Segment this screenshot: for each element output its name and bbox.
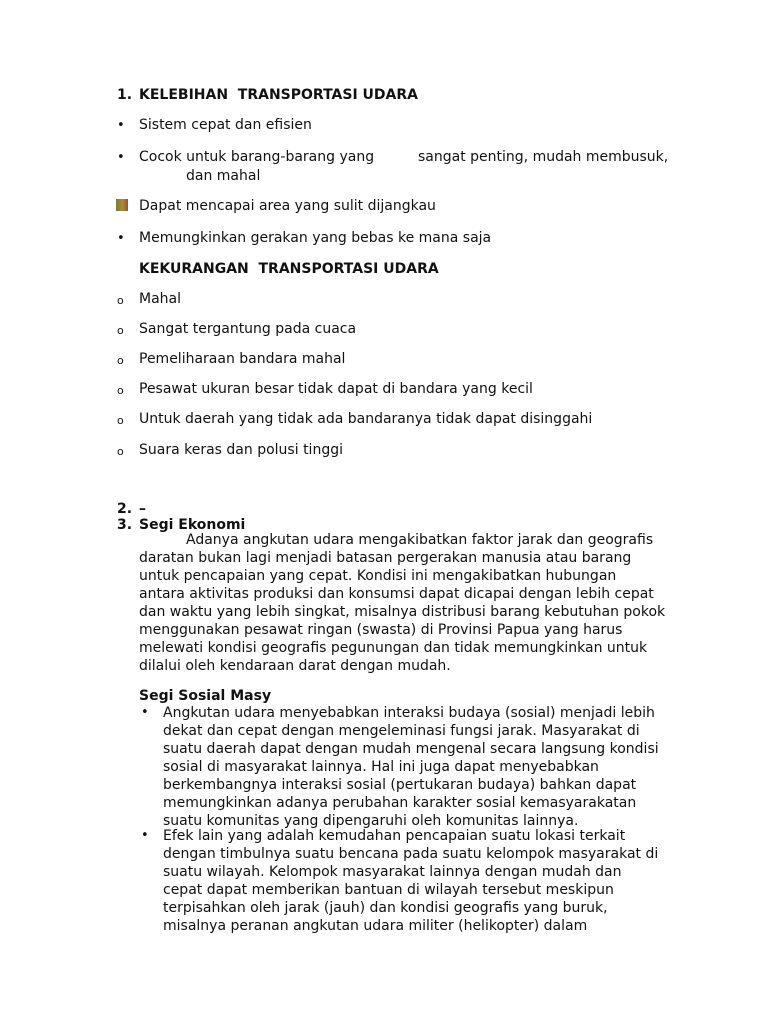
social-bullet-1	[163, 704, 659, 830]
paragraph-line: Angkutan udara menyebabkan interaksi budaya (sosial) menjadi lebih	[163, 705, 655, 721]
disadvantage-item: Pemeliharaan bandara mahal	[139, 351, 346, 367]
disadvantages-heading: KEKURANGAN TRANSPORTASI UDARA	[139, 261, 439, 277]
bullet-icon: •	[117, 118, 125, 133]
paragraph-line: misalnya peranan angkutan udara militer (helikopter) dalam	[163, 918, 588, 934]
paragraph-line: menggunakan pesawat ringan (swasta) di Provinsi Papua yang harus	[139, 622, 623, 638]
economy-paragraph	[139, 531, 665, 675]
section-3-number: 3.	[117, 517, 133, 533]
circle-bullet-icon: o	[117, 384, 124, 397]
circle-bullet-icon: o	[117, 445, 124, 458]
paragraph-line: dilalui oleh kendaraan darat dengan mudah.	[139, 658, 451, 674]
section-2-number: 2.	[117, 501, 133, 517]
paragraph-line: memungkinkan adanya perubahan karakter sosial kemasyarakatan	[163, 795, 637, 811]
disadvantage-item: Sangat tergantung pada cuaca	[139, 321, 357, 337]
advantage-item: Sistem cepat dan efisien	[139, 117, 312, 133]
bullet-icon: •	[117, 150, 125, 165]
paragraph-line: suatu daerah dapat dengan mudah mengenal secara langsung kondisi	[163, 741, 659, 757]
section-2-text: –	[139, 501, 146, 517]
section-1-heading: KELEBIHAN TRANSPORTASI UDARA	[139, 87, 418, 103]
circle-bullet-icon: o	[117, 354, 124, 367]
bullet-icon: •	[117, 231, 125, 246]
circle-bullet-icon: o	[117, 324, 124, 337]
social-heading: Segi Sosial Masy	[139, 688, 272, 704]
paragraph-line: terpisahkan oleh jarak (jauh) dan kondisi geografis yang buruk,	[163, 900, 608, 916]
paragraph-line: suatu komunitas yang dipengaruhi oleh komunitas lainnya.	[163, 813, 579, 829]
circle-bullet-icon: o	[117, 294, 124, 307]
paragraph-line: untuk pencapaian yang cepat. Kondisi ini mengakibatkan hubungan	[139, 568, 617, 584]
disadvantage-item: Untuk daerah yang tidak ada bandaranya tidak dapat disinggahi	[139, 411, 593, 427]
paragraph-line: melewati kondisi geografis pegunungan dan tidak memungkinkan untuk	[139, 640, 648, 656]
paragraph-line: Adanya angkutan udara mengakibatkan faktor jarak dan geografis	[186, 532, 654, 548]
paragraph-line: antara aktivitas produksi dan konsumsi dapat dicapai dengan lebih cepat	[139, 586, 654, 602]
bullet-icon: •	[141, 705, 149, 720]
advantage-item: Cocok untuk barang-barang yang	[139, 149, 375, 165]
paragraph-line: cepat dapat memberikan bantuan di wilayah tersebut meskipun	[163, 882, 614, 898]
paragraph-line: sosial di masyarakat lainnya. Hal ini juga dapat menyebabkan	[163, 759, 599, 775]
advantage-item-continued: sangat penting, mudah membusuk,	[418, 149, 669, 165]
paragraph-line: daratan bukan lagi menjadi batasan pergerakan manusia atau barang	[139, 550, 632, 566]
bullet-icon: •	[141, 828, 149, 843]
advantage-item: Dapat mencapai area yang sulit dijangkau	[139, 198, 436, 214]
advantage-item: Memungkinkan gerakan yang bebas ke mana saja	[139, 230, 492, 246]
disadvantage-item: Mahal	[139, 291, 181, 307]
circle-bullet-icon: o	[117, 414, 124, 427]
paragraph-line: dengan timbulnya suatu bencana pada suatu kelompok masyarakat di	[163, 846, 659, 862]
disadvantage-item: Pesawat ukuran besar tidak dapat di bandara yang kecil	[139, 381, 533, 397]
paragraph-line: dan waktu yang lebih singkat, misalnya distribusi barang kebutuhan pokok	[139, 604, 666, 620]
advantage-item-continued: dan mahal	[186, 168, 261, 184]
section-1-number: 1.	[117, 87, 133, 103]
paragraph-line: Efek lain yang adalah kemudahan pencapaian suatu lokasi terkait	[163, 828, 626, 844]
disadvantage-item: Suara keras dan polusi tinggi	[139, 442, 343, 458]
paragraph-line: berkembangnya interaksi sosial (pertukaran budaya) bahkan dapat	[163, 777, 637, 793]
social-bullet-2	[163, 827, 658, 935]
paragraph-line: suatu wilayah. Kelompok masyarakat lainnya dengan mudah dan	[163, 864, 622, 880]
paragraph-line: dekat dan cepat dengan mengeleminasi fungsi jarak. Masyarakat di	[163, 723, 640, 739]
section-3-heading: Segi Ekonomi	[139, 517, 246, 533]
square-bullet-icon	[116, 199, 128, 211]
